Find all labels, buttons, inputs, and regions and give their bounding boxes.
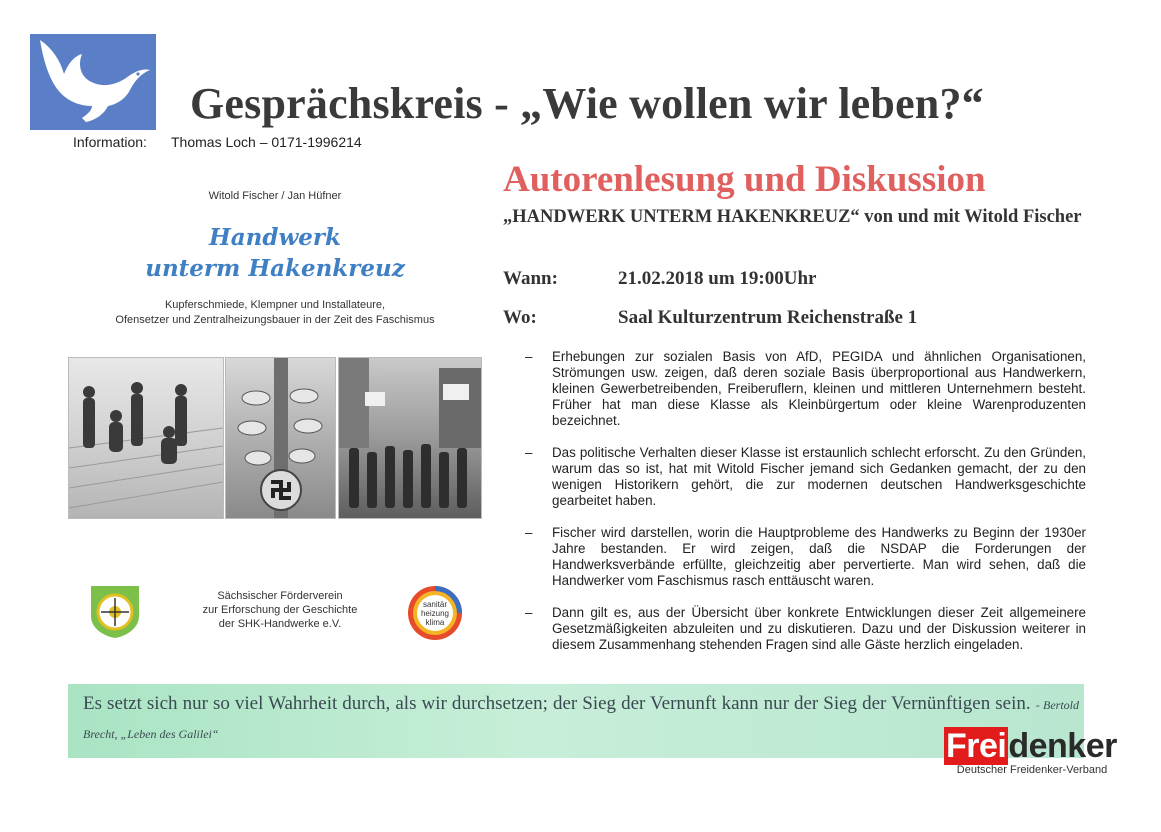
gear-shield-icon (87, 582, 143, 640)
shk-logo (406, 584, 464, 642)
association-line2: zur Erforschung der Geschichte (202, 604, 358, 616)
when-label: Wann: (503, 268, 558, 289)
book-subtitle (70, 298, 480, 328)
where-value: Saal Kulturzentrum Reichenstraße 1 (618, 307, 918, 328)
association-name (180, 589, 380, 631)
info-label: Information: (73, 134, 147, 150)
info-contact: Thomas Loch – 0171-1996214 (171, 134, 362, 150)
where-label: Wo: (503, 307, 537, 328)
bullet-item (520, 525, 1086, 589)
freidenker-subtitle: Deutscher Freidenker-Verband (956, 764, 1108, 776)
book-title (70, 222, 480, 284)
freidenker-mark-red: Frei (946, 727, 1007, 765)
shk-logo-line3: klima (425, 618, 445, 627)
association-logo (87, 582, 143, 640)
shk-logo-line1: sanitär (422, 600, 448, 609)
shk-circle-icon (406, 584, 464, 642)
contact-info (73, 134, 362, 150)
bullet-marker: – (525, 605, 533, 620)
event-book-line: „HANDWERK UNTERM HAKENKREUZ“ von und mit Witold Fischer (503, 207, 1082, 227)
freidenker-logo (944, 728, 1117, 764)
bullet-text: Das politische Verhalten dieser Klasse ist erstaunlich schlecht erforscht. Zu den Gründen, warum das so ist, hat mit Witold Fischer jemand sich Gedanken gemacht, der zu den wenigen Historikern gehört, die zur modernen deutschen Handwerksgeschichte gearbeitet haben. (552, 445, 1086, 508)
shk-logo-line2: heizung (420, 609, 450, 618)
bullet-marker: – (525, 525, 533, 540)
dove-icon (30, 34, 156, 130)
book-title-line1: Handwerk (209, 224, 341, 251)
bullet-item (520, 349, 1086, 429)
event-heading: Autorenlesung und Diskussion (503, 159, 986, 200)
bullet-text: Dann gilt es, aus der Übersicht über konkrete Entwicklungen dieser Zeit allgemeinere Gesetzmäßigkeiten abzuleiten und zu diskutieren. Dazu und der Diskussion weiterer in diesem Zusammenhang stehenden Fragen sind alle Gäste herzlich eingeladen. (552, 605, 1086, 652)
book-title-line2: unterm Hakenkreuz (145, 255, 405, 282)
photo-parade (338, 357, 482, 519)
when-value: 21.02.2018 um 19:00Uhr (618, 268, 817, 289)
bullet-item (520, 605, 1086, 653)
book-subtitle-line1: Kupferschmiede, Klempner und Installateure, (164, 299, 386, 311)
page-title: Gesprächskreis - „Wie wollen wir leben?“ (190, 79, 984, 128)
book-authors: Witold Fischer / Jan Hüfner (208, 190, 342, 202)
association-line1: Sächsischer Förderverein (217, 590, 343, 602)
bullet-marker: – (525, 349, 533, 364)
bullet-text: Fischer wird darstellen, worin die Hauptprobleme des Handwerks zu Beginn der 1930er Jahre bestanden. Er wird zeigen, daß die NSDAP die Forderungen der Handwerksverbände erfüllte, gleichzeitig aber pervertierte. Man wird sehen, daß die Handwerker vom Faschismus rasch enttäuscht waren. (552, 525, 1086, 588)
photo-emblem (225, 357, 336, 519)
bullet-item (520, 445, 1086, 509)
photo-roof-workers (68, 357, 224, 519)
quote-text: Es setzt sich nur so viel Wahrheit durch, als wir durchsetzen; der Sieg der Vernunft kann nur der Sieg der Vernünftigen sein. (83, 693, 1031, 714)
event-bullet-list (520, 349, 1086, 669)
book-subtitle-line2: Ofensetzer und Zentralheizungsbauer in der Zeit des Faschismus (115, 314, 435, 326)
bullet-text: Erhebungen zur sozialen Basis von AfD, PEGIDA und ähnlichen Organisationen, Strömungen usw. zeigen, daß deren soziale Basis überproportional aus Handwerkern, kleinen Gewerbetreibenden, Freiberuflern, kleinen und mittleren Unternehmern besteht. Früher hat man diese Klasse als Kleinbürgertum oder kleine Warenproduzenten bezeichnet. (552, 349, 1086, 428)
quote-author: - Bertold Brecht, „Leben des Galilei“ (83, 698, 1079, 741)
freidenker-wordmark (944, 728, 1117, 764)
dove-logo (30, 34, 156, 130)
bullet-marker: – (525, 445, 533, 460)
freidenker-mark-dark: denker (1008, 727, 1117, 765)
quote (83, 690, 1079, 748)
association-line3: der SHK-Handwerke e.V. (218, 618, 342, 630)
